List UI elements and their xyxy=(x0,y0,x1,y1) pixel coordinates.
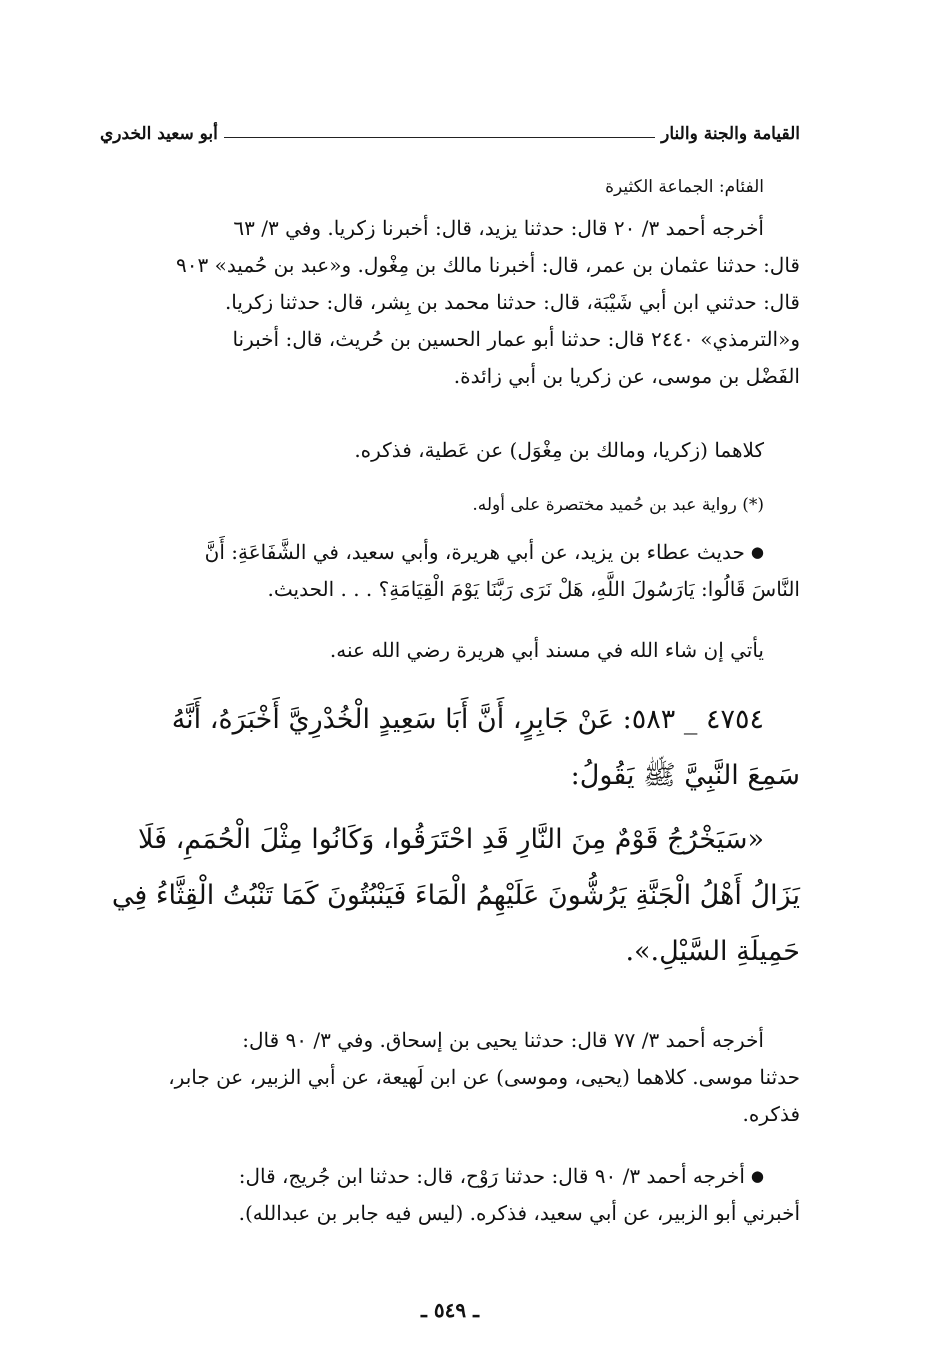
takhrij-paragraph-2 xyxy=(100,1022,800,1133)
text-line: أخبرني أبو الزبير، عن أبي سعيد، فذكره. (ليس فيه جابر بن عبدالله). xyxy=(238,1201,800,1225)
text-line: «سَيَخْرُجُ قَوْمٌ مِنَ النَّارِ قَدِ احْتَرَقُوا، وَكَانُوا مِثْلَ الْحُمَمِ، فَلَا xyxy=(137,824,764,855)
text-line: سَمِعَ النَّبِيَّ ﷺ يَقُولُ: xyxy=(570,760,800,791)
text-line: حدثنا موسى. كلاهما (يحيى، وموسى) عن ابن لَهيعة، عن أبي الزبير، عن جابر، xyxy=(168,1065,800,1089)
header-rule xyxy=(224,137,655,138)
hadith-main-intro xyxy=(100,692,800,804)
text-line: الفَضْل بن موسى، عن زكريا بن أبي زائدة. xyxy=(453,364,800,388)
book-title: القيامة والجنة والنار xyxy=(661,124,800,144)
text-line: قال: حدثني ابن أبي شَيْبَة، قال: حدثنا محمد بن بِشر، قال: حدثنا زكريا. xyxy=(224,290,800,314)
book-page xyxy=(100,100,800,1330)
takhrij-paragraph-1 xyxy=(100,210,800,395)
text-line: ٤٧٥٤ _ ٥٨٣: عَنْ جَابِرٍ، أَنَّ أَبَا سَعِيدٍ الْخُدْرِيَّ أَخْبَرَهُ، أَنَّهُ xyxy=(171,704,764,735)
text-line: حَمِيلَةِ السَّيْلِ.». xyxy=(625,936,800,967)
see-note-line: يأتي إن شاء الله في مسند أبي هريرة رضي الله عنه. xyxy=(329,638,764,662)
companion-name: أبو سعيد الخدري xyxy=(100,124,218,144)
text-line: يَزَالُ أَهْلُ الْجَنَّةِ يَرُشُّونَ عَلَيْهِمُ الْمَاءَ فَيَنْبُتُونَ كَمَا تَنْبُتُ الْقِثَّاءُ فِي xyxy=(111,880,800,911)
text-line: فذكره. xyxy=(742,1102,800,1126)
text-line: و«الترمذي» ٢٤٤٠ قال: حدثنا أبو عمار الحسين بن حُريث، قال: أخبرنا xyxy=(232,327,800,351)
hadith-main-matn xyxy=(100,812,800,980)
hadith-reference xyxy=(100,534,800,608)
text-line: قال: حدثنا عثمان بن عمر، قال: أخبرنا مالك بن مِغْول. و«عبد بن حُميد» ٩٠٣ xyxy=(175,253,800,277)
takhrij-paragraph-3 xyxy=(100,1158,800,1232)
text-line: ●حديث عطاء بن يزيد، عن أبي هريرة، وأبي سعيد، في الشَّفَاعَةِ: أَنَّ xyxy=(204,540,764,564)
bullet-icon: ● xyxy=(750,543,764,561)
running-header xyxy=(100,118,800,144)
text-line: ●أخرجه أحمد ٣/ ٩٠ قال: حدثنا رَوْح، قال: حدثنا ابن جُريج، قال: xyxy=(238,1164,764,1188)
footnote-line: (*) رواية عبد بن حُميد مختصرة على أوله. xyxy=(472,495,764,515)
bullet-icon: ● xyxy=(750,1167,764,1185)
text-line: أخرجه أحمد ٣/ ٧٧ قال: حدثنا يحيى بن إسحاق. وفي ٣/ ٩٠ قال: xyxy=(242,1028,764,1052)
text-line: أخرجه أحمد ٣/ ٢٠ قال: حدثنا يزيد، قال: أخبرنا زكريا. وفي ٣/ ٦٣ xyxy=(233,216,764,240)
page-number: ـ ٥٤٩ ـ xyxy=(421,1298,479,1322)
both-from-line: كلاهما (زكريا، ومالك بن مِغْوَل) عن عَطية، فذكره. xyxy=(354,438,764,462)
text-line: النَّاسَ قَالُوا: يَارَسُولَ اللَّهِ، هَلْ نَرَى رَبَّنَا يَوْمَ الْقِيَامَةِ؟ . . . الحديث. xyxy=(267,577,800,601)
gloss-line: الفئام: الجماعة الكثيرة xyxy=(605,177,764,197)
